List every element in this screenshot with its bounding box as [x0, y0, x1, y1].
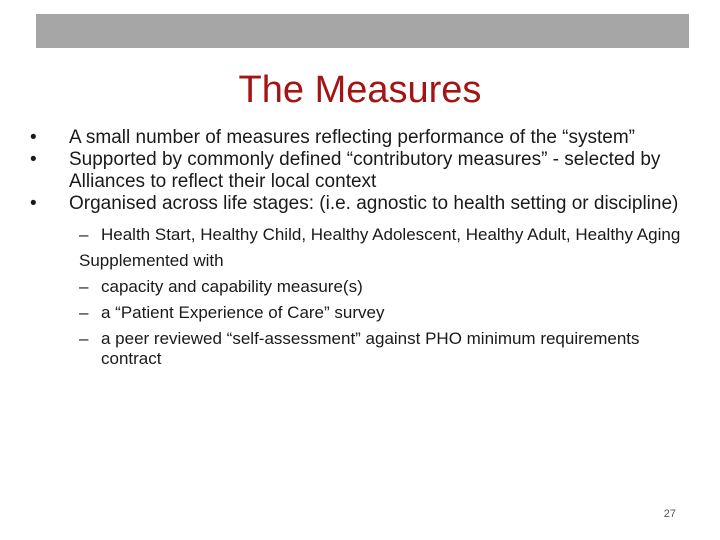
- header-bar: [36, 14, 689, 48]
- bullet-item: [30, 149, 690, 193]
- bullet-item: [30, 127, 690, 149]
- bullet-icon: •: [30, 149, 37, 170]
- sub-item: [30, 277, 690, 297]
- bullet-icon: •: [30, 127, 37, 148]
- sub-item: [30, 303, 690, 323]
- dash-icon: –: [79, 225, 89, 244]
- bullet-text: Organised across life stages: (i.e. agnostic to health setting or discipline): [69, 193, 679, 214]
- sub-item: [30, 329, 690, 369]
- dash-icon: –: [79, 303, 89, 322]
- bullet-text: A small number of measures reflecting performance of the “system”: [69, 127, 636, 148]
- bullet-item: [30, 193, 690, 215]
- bullet-text: Supported by commonly defined “contributory measures” - selected by Alliances to reflect their local context: [69, 149, 661, 192]
- bullet-icon: •: [30, 193, 37, 214]
- sub-item-text: capacity and capability measure(s): [101, 277, 363, 296]
- page-number: 27: [663, 508, 676, 520]
- sub-item: [30, 225, 690, 245]
- sub-item-text: a “Patient Experience of Care” survey: [101, 303, 385, 322]
- dash-icon: –: [79, 277, 89, 296]
- dash-icon: –: [79, 329, 89, 348]
- sub-item-text: a peer reviewed “self-assessment” against PHO minimum requirements contract: [101, 329, 640, 368]
- slide-body: [30, 127, 690, 369]
- slide-title: The Measures: [238, 69, 482, 111]
- sub-item-text: Health Start, Healthy Child, Healthy Adolescent, Healthy Adult, Healthy Aging: [101, 225, 681, 244]
- supplemented-label: Supplemented with: [79, 251, 224, 270]
